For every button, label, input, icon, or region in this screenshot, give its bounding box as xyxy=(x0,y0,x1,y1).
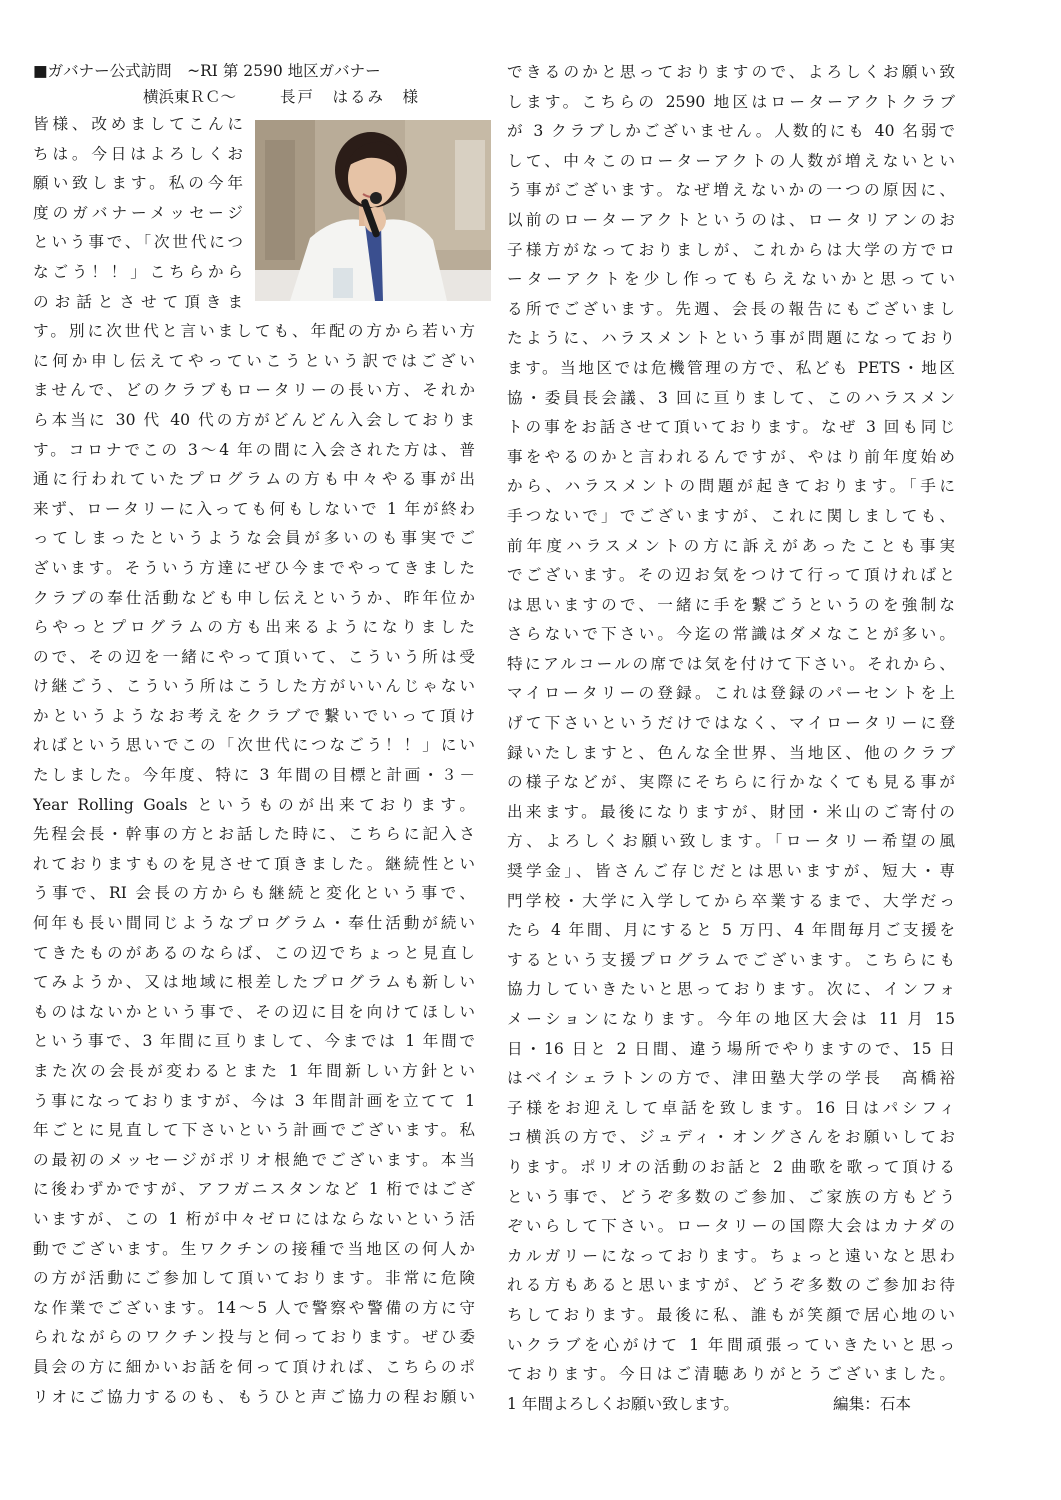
text-line: 方、よろしくお願い致します。「ロータリー希望の風 xyxy=(507,832,955,851)
text-line: 以前のローターアクトというのは、ロータリアンのお xyxy=(507,210,955,229)
text-line: す。コロナでこの 3～4 年の間に入会された方は、普 xyxy=(33,440,475,459)
text-line: 員会の方に細かいお話を伺って頂ければ、こちらのポ xyxy=(33,1357,475,1376)
photo-illustration xyxy=(255,120,491,301)
editor-credit: 編集：石本 xyxy=(833,1394,911,1413)
speaker-with-microphone-photo xyxy=(255,120,491,301)
text-line: して、中々このローターアクトの人数が増えないとい xyxy=(507,151,955,170)
text-line: でございます。その辺お気をつけて行って頂ければと xyxy=(507,566,955,585)
text-line: ってしまったというような会員が多いのも事実でご xyxy=(33,529,475,548)
text-line: ざいます。そういう方達にぜひ今までやってきました xyxy=(33,558,475,577)
text-line: てきたものがあるのならば、この辺でちょっと見直し xyxy=(33,943,475,962)
text-line: カルガリーになっております。ちょっと遠いなと思わ xyxy=(507,1246,955,1265)
right-column xyxy=(507,58,955,1419)
text-line: 来ず、ロータリーに入っても何もしないで 1 年が終わ xyxy=(33,499,475,518)
text-line: ーターアクトを少し作ってもらえないかと思ってい xyxy=(507,270,955,289)
text-line: いますが、この 1 桁が中々ゼロにはならないという活 xyxy=(33,1209,475,1228)
text-line: するという支援プログラムでございます。こちらにも xyxy=(507,950,955,969)
text-line: トの事をお話させて頂いております。なぜ 3 回も同じ xyxy=(507,418,955,437)
text-line: ので、その辺を一緒にやって頂いて、こういう所は受 xyxy=(33,647,475,666)
text-line: す。別に次世代と言いましても、年配の方から若い方 xyxy=(33,322,475,341)
text-line: 度のガバナーメッセージ xyxy=(33,203,243,222)
text-line: 何年も長い間同じようなプログラム・奉仕活動が続い xyxy=(33,914,475,933)
text-line: ませんで、どのクラブもロータリーの長い方、それか xyxy=(33,381,475,400)
text-line: クラブの奉仕活動なども申し伝えというか、昨年位か xyxy=(33,588,475,607)
text-line: う事がございます。なぜ増えないかの一つの原因に、 xyxy=(507,181,955,200)
text-line: のお話とさせて頂きま xyxy=(33,292,243,311)
text-line: かというようなお考えをクラブで繋いでいって頂け xyxy=(33,706,475,725)
text-line: 特にアルコールの席では気を付けて下さい。それから、 xyxy=(507,654,955,673)
text-line: る所でございます。先週、会長の報告にもございまし xyxy=(507,299,955,318)
text-line: の最初のメッセージがポリオ根絶でございます。本当 xyxy=(33,1150,475,1169)
text-line: ぞいらして下さい。ロータリーの国際大会はカナダの xyxy=(507,1217,955,1236)
text-line: は思いますので、一緒に手を繋ごうというのを強制な xyxy=(507,595,955,614)
text-line: ります。ポリオの活動のお話と 2 曲歌を歌って頂ける xyxy=(507,1157,955,1176)
text-line: はベイシェラトンの方で、津田塾大学の学長 高橋裕 xyxy=(507,1069,955,1088)
text-line: な作業でございます。14～5 人で警察や警備の方に守 xyxy=(33,1298,475,1317)
text-line: に後わずかですが、アフガニスタンなど 1 桁ではござ xyxy=(33,1180,475,1199)
text-line: できるのかと思っておりますので、よろしくお願い致 xyxy=(507,63,955,81)
text-line: 通に行われていたプログラムの方も中々やる事が出 xyxy=(33,470,475,489)
text-line: てみようか、又は地域に根差したプログラムも新しい xyxy=(33,973,475,992)
text-line: 子様をお迎えして卓話を致します。16 日はパシフィ xyxy=(507,1098,955,1117)
text-line: が 3 クラブしかございません。人数的にも 40 名弱で xyxy=(507,122,955,141)
text-line: コ横浜の方で、ジュディ・オングさんをお願いしてお xyxy=(507,1128,955,1147)
text-line: 録いたしますと、色んな全世界、当地区、他のクラブ xyxy=(507,743,955,762)
text-line: 日・16 日と 2 日間、違う場所でやりますので、15 日 xyxy=(507,1039,955,1058)
speaker-name: 長戸 はるみ 様 xyxy=(280,88,421,106)
text-line: られながらのワクチン投与と伺っております。ぜひ委 xyxy=(33,1328,475,1347)
text-line: らやっとプログラムの方も出来るようになりました xyxy=(33,618,475,637)
text-line: さらないで下さい。今迄の常識はダメなことが多い。 xyxy=(507,625,955,644)
text-line: たしました。今年度、特に 3 年間の目標と計画・３－ xyxy=(33,766,475,785)
text-line: の方が活動にご参加して頂いております。非常に危険 xyxy=(33,1269,475,1288)
text-line: 門学校・大学に入学してから卒業するまで、大学だっ xyxy=(507,891,955,910)
text-line: ればという思いでこの「次世代につなごう！！」にい xyxy=(33,736,475,755)
text-line: う事になっておりますが、今は 3 年間計画を立てて 1 xyxy=(33,1091,475,1110)
closing-line xyxy=(507,1390,955,1420)
text-line: という事で、「次世代につ xyxy=(33,233,243,252)
text-line: 子様方がなっておりましが、これからは大学の方でロ xyxy=(507,240,955,259)
text-line: なごう！！」こちらから xyxy=(33,262,243,281)
text-line: たように、ハラスメントという事が問題になっており xyxy=(507,329,955,348)
text-line: メーションになります。今年の地区大会は 11 月 15 xyxy=(507,1010,955,1028)
text-line: 手つないで」でございますが、これに関しましても、 xyxy=(507,506,955,525)
text-line: たら 4 年間、月にすると 5 万円、4 年間毎月ご支援を xyxy=(507,921,955,940)
article-byline xyxy=(33,84,475,110)
text-line: 先程会長・幹事の方とお話した時に、こちらに記入さ xyxy=(33,825,475,844)
text-line: の様子などが、実際にそちらに行かなくても見る事が xyxy=(507,773,955,792)
article-heading: ■ガバナー公式訪問 ~RI 第 2590 地区ガバナー xyxy=(33,62,381,80)
text-line: 願い致します。私の今年 xyxy=(33,174,243,193)
text-line: け継ごう、こういう所はこうした方がいいんじゃない xyxy=(33,677,475,696)
text-line: う事で、RI 会長の方からも継続と変化という事で、 xyxy=(33,884,475,903)
text-line: から、ハラスメントの問題が起きております。「手に xyxy=(507,477,955,496)
text-line: 年ごとに見直して下さいという計画でございます。私 xyxy=(33,1121,475,1140)
text-line: ものはないかという事で、その辺に目を向けてほしい xyxy=(33,1002,475,1021)
text-line: ちは。今日はよろしくお xyxy=(33,144,243,163)
text-line: 事をやるのかと言われるんですが、やはり前年度始め xyxy=(507,447,955,466)
text-line: マイロータリーの登録。これは登録のパーセントを上 xyxy=(507,684,955,703)
text-line: 協・委員長会議、3 回に亘りまして、このハラスメン xyxy=(507,388,955,407)
text-line: 皆様、改めましてこんに xyxy=(33,115,243,133)
text-line: という事で、どうぞ多数のご参加、ご家族の方もどう xyxy=(507,1187,955,1206)
text-line: れておりますものを見させて頂きました。継続性とい xyxy=(33,854,475,873)
closing-text: 1 年間よろしくお願い致します。 xyxy=(507,1394,739,1413)
text-line: に何か申し伝えてやっていこうという訳ではござい xyxy=(33,351,475,370)
text-line: ら本当に 30 代 40 代の方がどんどん入会しておりま xyxy=(33,410,475,429)
text-line: また次の会長が変わるとまた 1 年間新しい方針とい xyxy=(33,1062,475,1080)
text-line: ております。今日はご清聴ありがとうございました。 xyxy=(507,1365,955,1384)
text-line: ます。当地区では危機管理の方で、私ども PETS・地区 xyxy=(507,358,955,377)
text-line: 奨学金」、皆さんご存じだとは思いますが、短大・専 xyxy=(507,862,955,881)
text-line: 協力していきたいと思っております。次に、インフォ xyxy=(507,980,955,999)
text-line: ちしております。最後に私、誰もが笑顔で居心地のい xyxy=(507,1305,955,1324)
left-column xyxy=(33,58,475,1412)
text-line: という事で、3 年間に亘りまして、今までは 1 年間で xyxy=(33,1032,475,1051)
text-line: リオにご協力するのも、もうひと声ご協力の程お願い xyxy=(33,1387,475,1406)
text-line: 動でございます。生ワクチンの接種で当地区の何人か xyxy=(33,1239,475,1258)
text-line: 前年度ハラスメントの方に訴えがあったことも事実 xyxy=(507,536,955,555)
text-line: します。こちらの 2590 地区はローターアクトクラブ xyxy=(507,92,955,111)
text-line: いクラブを心がけて 1 年間頑張っていきたいと思っ xyxy=(507,1335,955,1354)
text-line: れる方もあると思いますが、どうぞ多数のご参加お待 xyxy=(507,1276,955,1295)
club-name: 横浜東ＲＣ～ xyxy=(143,88,237,106)
text-line: げて下さいというだけではなく、マイロータリーに登 xyxy=(507,714,955,733)
text-line: Year Rolling Goals というものが出来ております。 xyxy=(33,795,475,814)
text-line: 出来ます。最後になりますが、財団・米山のご寄付の xyxy=(507,802,955,821)
